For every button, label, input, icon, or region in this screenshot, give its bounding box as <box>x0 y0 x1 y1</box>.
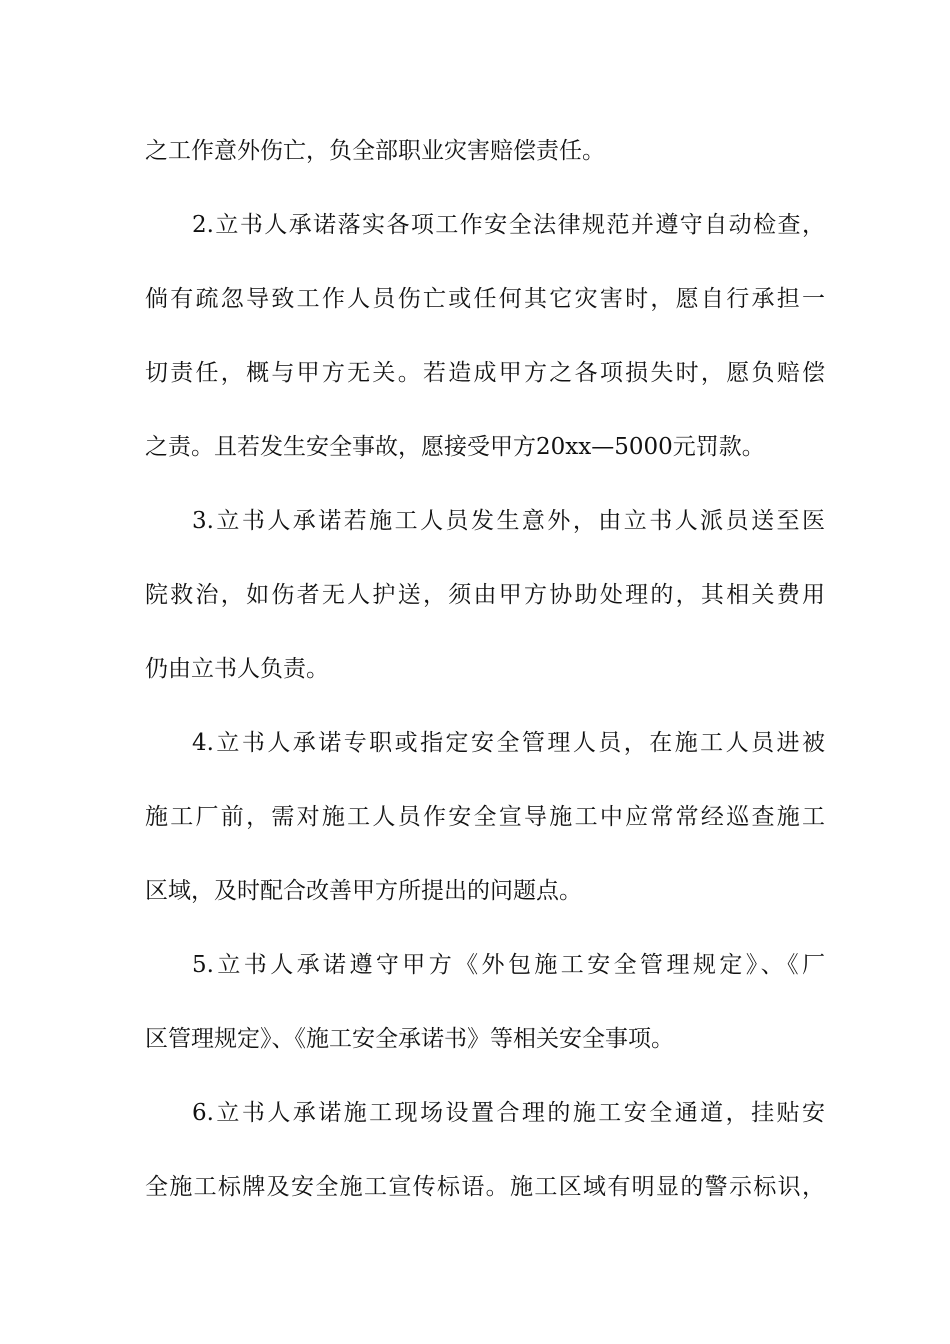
text-line: 3.立书人承诺若施工人员发生意外，由立书人派员送至医 <box>192 508 825 534</box>
text-line: 切责任，概与甲方无关。若造成甲方之各项损失时，愿负赔偿 <box>145 360 825 386</box>
text-line: 之工作意外伤亡，负全部职业灾害赔偿责任。 <box>145 138 605 164</box>
text-line: 全施工标牌及安全施工宣传标语。施工区域有明显的警示标识， <box>145 1174 825 1200</box>
text-line: 区域，及时配合改善甲方所提出的问题点。 <box>145 878 582 904</box>
text-line: 2.立书人承诺落实各项工作安全法律规范并遵守自动检查， <box>192 212 825 238</box>
text-line: 院救治，如伤者无人护送，须由甲方协助处理的，其相关费用 <box>145 582 825 608</box>
text-line: 施工厂前，需对施工人员作安全宣导施工中应常常经巡查施工 <box>145 804 825 830</box>
text-line: 倘有疏忽导致工作人员伤亡或任何其它灾害时，愿自行承担一 <box>145 286 825 312</box>
text-line: 6.立书人承诺施工现场设置合理的施工安全通道，挂贴安 <box>192 1100 825 1126</box>
text-line: 4.立书人承诺专职或指定安全管理人员，在施工人员进被 <box>192 730 825 756</box>
text-line: 5.立书人承诺遵守甲方《外包施工安全管理规定》、《厂 <box>192 952 825 978</box>
text-line: 仍由立书人负责。 <box>145 656 329 682</box>
text-line: 区管理规定》、《施工安全承诺书》等相关安全事项。 <box>145 1026 674 1052</box>
text-line: 之责。且若发生安全事故，愿接受甲方20xx—5000元罚款。 <box>145 434 765 460</box>
